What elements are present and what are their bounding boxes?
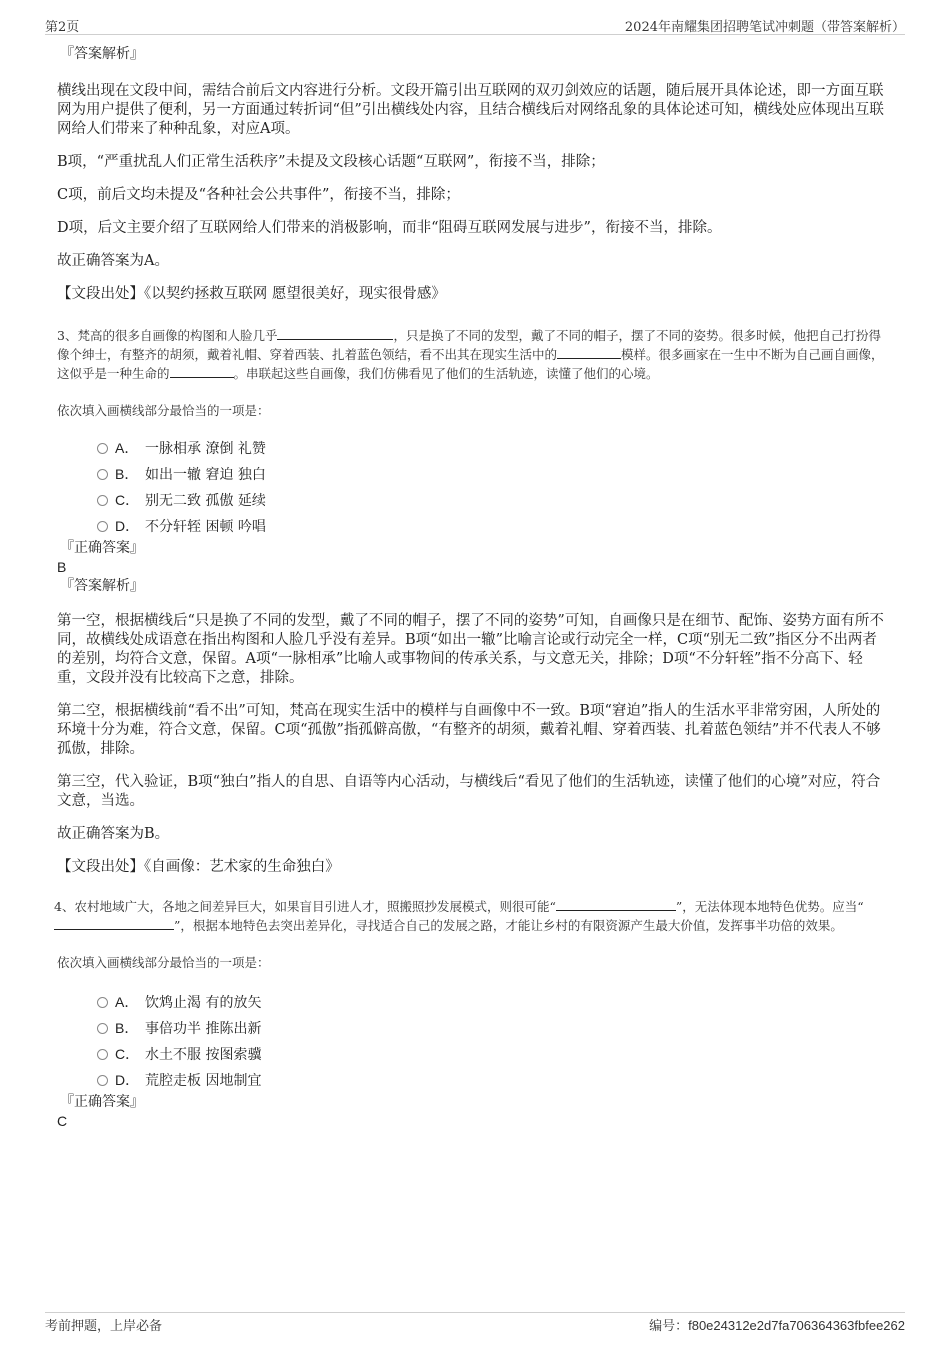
footer-slogan: 考前押题，上岸必备 — [45, 1319, 163, 1334]
q3-prompt: 依次填入画横线部分最恰当的一项是： — [57, 403, 270, 418]
radio-icon[interactable] — [97, 1075, 108, 1086]
q3-conclusion: 故正确答案为B。 — [57, 826, 170, 842]
q3-analysis-label: 『答案解析』 — [60, 578, 144, 594]
q4-option-b[interactable]: B． 事倍功半 推陈出新 — [95, 1014, 887, 1040]
q4-options — [57, 988, 887, 1092]
q4-stem: 4、农村地域广大，各地之间差异巨大，如果盲目引进人才，照搬照抄发展模式，则很可能“ ”，无法体现本地特色优势。应当“”，根据本地特色去突出差异化，寻找适合自己的发展之路，才能让乡村的有限资源产生最大价值，发挥事半功倍的效果。 — [54, 899, 864, 933]
q3-analysis-para3: 第三空，代入验证，B项“独白”指人的自思、自语等内心活动，与横线后“看见了他们的生活轨迹，读懂了他们的心境”对应，符合文意，当选。 — [57, 774, 881, 809]
q2-source: 【文段出处】《以契约拯救互联网 愿望很美好，现实很骨感》 — [57, 286, 446, 302]
q3-analysis-para1: 第一空，根据横线后“只是换了不同的发型，戴了不同的帽子，摆了不同的姿势”可知，自画像只是在细节、配饰、姿势方面有所不同，故横线处成语意在指出构图和人脸几乎没有差异。B项“如出一辙”比喻言论或行动完全一样，C项“别无二致”指区分不出两者的差别，均符合文意，保留。A项“一脉相承”比喻人或事物间的传承关系，与文意无关，排除；D项“不分轩轾”指不分高下、轻重，文段并没有比较高下之意，排除。 — [57, 613, 884, 686]
radio-icon[interactable] — [97, 997, 108, 1008]
q3-options — [57, 434, 887, 538]
q2-analysis-para2: B项，“严重扰乱人们正常生活秩序”未提及文段核心话题“互联网”，衔接不当，排除； — [57, 154, 605, 170]
page-number: 第2页 — [45, 20, 80, 35]
q2-analysis-para1: 横线出现在文段中间，需结合前后文内容进行分析。文段开篇引出互联网的双刃剑效应的话题，随后展开具体论述，即一方面互联网为用户提供了便利，另一方面通过转折词“但”引出横线处内容，且结合横线后对网络乱象的具体论述可知，横线处应体现出互联网给人们带来了种种乱象，对应A项。 — [57, 83, 884, 137]
document-code: 编号：f80e24312e2d7fa706364363fbfee262 — [649, 1318, 905, 1333]
q3-analysis-para2: 第二空，根据横线前“看不出”可知，梵高在现实生活中的模样与自画像中不一致。B项“窘迫”指人的生活水平非常穷困，人所处的环境十分为难，符合文意，保留。C项“孤傲”指孤僻高傲，“有整齐的胡须，戴着礼帽、穿着西装、扎着蓝色领结”并不代表人不够孤傲，排除。 — [57, 703, 881, 757]
q3-stem: 3、梵高的很多自画像的构图和人脸几乎 ，只是换了不同的发型，戴了不同的帽子，摆了不同的姿势。很多时候，他把自己打扮得像个绅士，有整齐的胡须，戴着礼帽、穿着西装、扎着蓝色领结，看不出其在现实生活中的 模样。很多画家在一生中不断为自己画自画像，这似乎是一种生命的 。串联起这些自画像，我们仿佛看见了他们的生活轨迹，读懂了他们的心境。 — [57, 328, 884, 381]
q4-option-c[interactable]: C． 水土不服 按图索骥 — [95, 1040, 887, 1066]
radio-icon[interactable] — [97, 1023, 108, 1034]
q2-analysis-para4: D项，后文主要介绍了互联网给人们带来的消极影响，而非“阻碍互联网发展与进步”，衔接不当，排除。 — [57, 220, 722, 236]
radio-icon[interactable] — [97, 1049, 108, 1060]
page-content — [54, 44, 887, 1130]
q4-option-d[interactable]: D． 荒腔走板 因地制宜 — [95, 1066, 887, 1092]
document-title: 2024年南耀集团招聘笔试冲刺题（带答案解析） — [624, 20, 905, 35]
blank-3 — [170, 364, 234, 378]
blank-2 — [557, 345, 621, 359]
q3-option-c[interactable]: C． 别无二致 孤傲 延续 — [95, 486, 887, 512]
radio-icon[interactable] — [97, 443, 108, 454]
blank-1 — [556, 897, 676, 911]
page-footer — [45, 1312, 905, 1335]
q3-option-a[interactable]: A． 一脉相承 潦倒 礼赞 — [95, 434, 887, 460]
q3-answer: B — [57, 559, 67, 575]
radio-icon[interactable] — [97, 469, 108, 480]
q4-prompt: 依次填入画横线部分最恰当的一项是： — [57, 955, 270, 970]
q2-analysis-para3: C项，前后文均未提及“各种社会公共事件”，衔接不当，排除； — [57, 187, 460, 203]
q3-option-b[interactable]: B． 如出一辙 窘迫 独白 — [95, 460, 887, 486]
q4-answer-label: 『正确答案』 — [60, 1094, 144, 1110]
q3-option-d[interactable]: D． 不分轩轾 困顿 吟唱 — [95, 512, 887, 538]
q4-answer: C — [57, 1113, 68, 1129]
page-header — [45, 14, 905, 35]
blank-2 — [54, 916, 174, 930]
radio-icon[interactable] — [97, 521, 108, 532]
q4-option-a[interactable]: A． 饮鸩止渴 有的放矢 — [95, 988, 887, 1014]
blank-1 — [277, 326, 393, 340]
q3-answer-label: 『正确答案』 — [60, 540, 144, 556]
q3-source: 【文段出处】《自画像：艺术家的生命独白》 — [57, 859, 340, 875]
q2-conclusion: 故正确答案为A。 — [57, 253, 169, 269]
q2-analysis-label: 『答案解析』 — [60, 46, 144, 62]
radio-icon[interactable] — [97, 495, 108, 506]
